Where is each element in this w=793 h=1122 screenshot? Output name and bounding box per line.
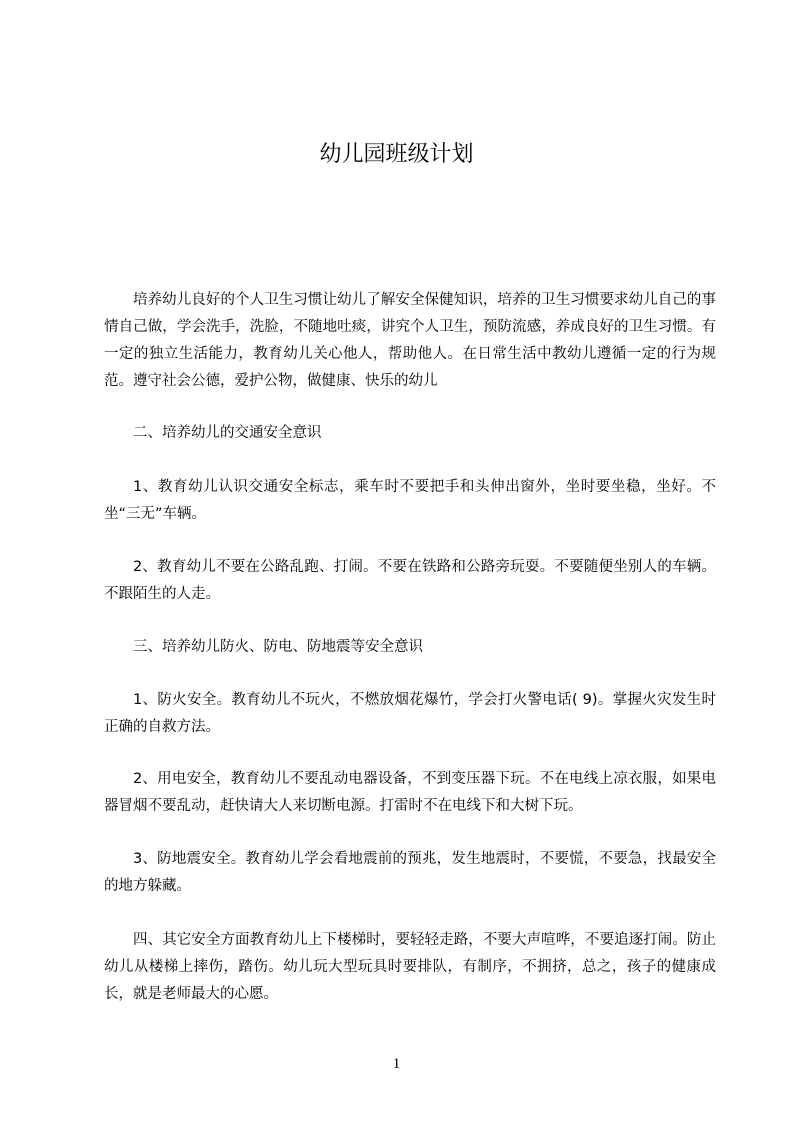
page-number: 1: [392, 1056, 401, 1072]
paragraph-traffic-2: 2、教育幼儿不要在公路乱跑、打闹。不要在铁路和公路旁玩耍。不要随便坐别人的车辆。不跟陌生的人走。: [104, 559, 716, 602]
paragraph-earthquake-safety: 3、防地震安全。教育幼儿学会看地震前的预兆，发生地震时，不要慌，不要急，找最安全的地方躲藏。: [104, 851, 716, 894]
paragraph-electric-safety: 2、用电安全，教育幼儿不要乱动电器设备，不到变压器下玩。不在电线上凉衣服，如果电器冒烟不要乱动，赶快请大人来切断电源。打雷时不在电线下和大树下玩。: [104, 771, 716, 814]
paragraph-other-safety: 四、其它安全方面教育幼儿上下楼梯时，要轻轻走路，不要大声喧哗，不要追逐打闹。防止幼儿从楼梯上摔伤，踏伤。幼儿玩大型玩具时要排队，有制序，不拥挤，总之，孩子的健康成长，就是老师最大的心愿。: [104, 932, 716, 1002]
heading-fire-electric-earthquake: 三、培养幼儿防火、防电、防地震等安全意识: [133, 639, 423, 655]
paragraph-fire-safety: 1、防火安全。教育幼儿不玩火，不燃放烟花爆竹，学会打火警电话( 9)。掌握火灾发生时正确的自救方法。: [104, 692, 716, 735]
heading-traffic-safety: 二、培养幼儿的交通安全意识: [133, 425, 322, 441]
page-title: 幼儿园班级计划: [319, 142, 474, 167]
paragraph-intro: 培养幼儿良好的个人卫生习惯让幼儿了解安全保健知识，培养的卫生习惯要求幼儿自己的事情自己做，学会洗手，洗脸，不随地吐痰，讲究个人卫生，预防流感，养成良好的卫生习惯。有一定的独立生活能力，教育幼儿关心他人，帮助他人。在日常生活中教幼儿遵循一定的行为规范。遵守社会公德，爱护公物，做健康、快乐的幼儿: [104, 292, 716, 389]
paragraph-traffic-1: 1、教育幼儿认识交通安全标志，乘车时不要把手和头伸出窗外，坐时要坐稳，坐好。不坐“三无”车辆。: [104, 479, 716, 522]
